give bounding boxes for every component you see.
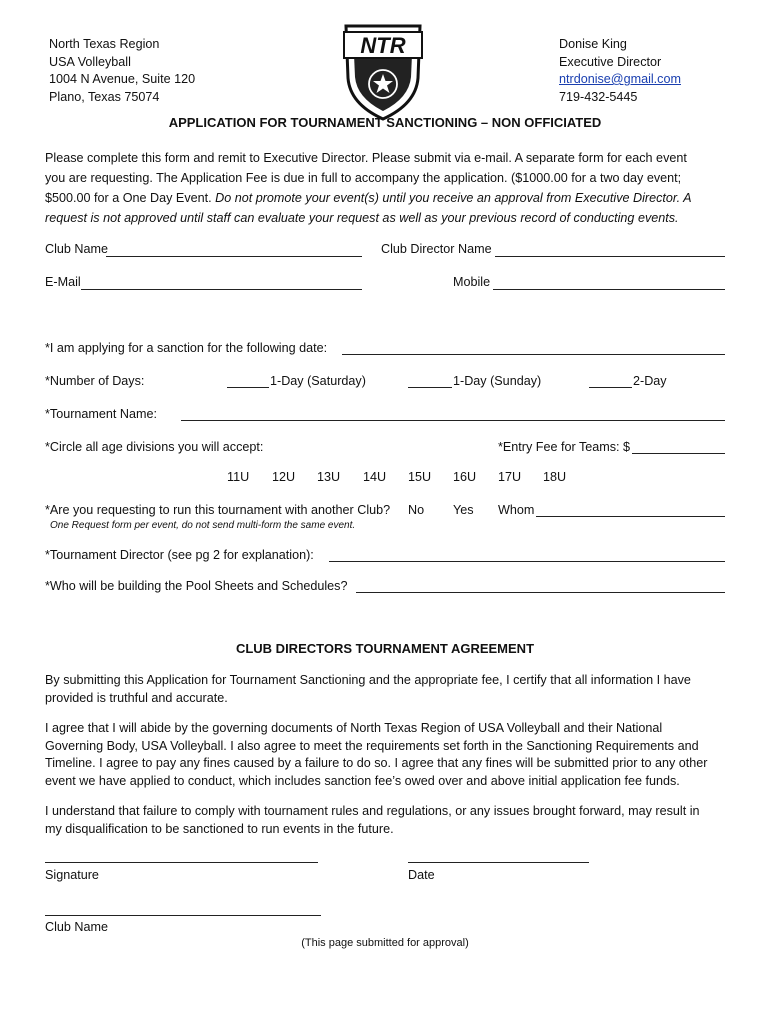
entry-fee-label: *Entry Fee for Teams: $ <box>498 440 631 454</box>
org-line: North Texas Region <box>49 37 160 51</box>
one-request-note: One Request form per event, do not send multi-form the same event. <box>50 520 356 531</box>
age-option-16u[interactable]: 16U <box>453 470 477 484</box>
whom-label: Whom <box>498 503 535 517</box>
intro-paragraph <box>45 148 692 228</box>
agreement-heading: CLUB DIRECTORS TOURNAMENT AGREEMENT <box>235 641 535 656</box>
footer-note: (This page submitted for approval) <box>301 937 469 949</box>
intro-line <box>45 188 692 208</box>
page-title: APPLICATION FOR TOURNAMENT SANCTIONING – NON OFFICIATED <box>168 115 602 130</box>
org-line: 1004 N Avenue, Suite 120 <box>49 72 196 86</box>
age-option-14u[interactable]: 14U <box>363 470 387 484</box>
intro-text: $500.00 for a One Day Event. <box>45 191 216 205</box>
age-divisions-label: *Circle all age divisions you will accept: <box>45 440 264 454</box>
club-name-field[interactable] <box>106 256 362 257</box>
agreement-line: event we have applied to conduct, which includes sanction fee’s owed over and above initial application fee funds. <box>45 773 680 788</box>
another-club-no-option[interactable]: No <box>408 503 425 517</box>
org-line: Plano, Texas 75074 <box>49 89 160 104</box>
org-address <box>49 36 195 106</box>
date-field[interactable] <box>342 354 725 355</box>
agreement-line: Governing Body, USA Volleyball. I also agree to meet the requirements set forth in the Sanctioning Requirements and <box>45 738 699 753</box>
intro-line: you are requesting. The Application Fee is due in full to accompany the application. ($1000.00 for a two day event; <box>45 171 682 185</box>
age-option-17u[interactable]: 17U <box>498 470 522 484</box>
age-option-11u[interactable]: 11U <box>227 470 250 484</box>
intro-line: Please complete this form and remit to Executive Director. Please submit via e-mail. A separate form for each event <box>45 151 687 165</box>
pool-sheets-label: *Who will be building the Pool Sheets and Schedules? <box>45 579 348 593</box>
club-director-field[interactable] <box>495 256 725 257</box>
contact-title: Executive Director <box>559 54 662 69</box>
agreement-line: By submitting this Application for Tournament Sanctioning and the appropriate fee, I certify that all information I have <box>45 673 691 687</box>
two-day-blank[interactable] <box>589 387 632 388</box>
contact-email-link[interactable]: ntrdonise@gmail.com <box>559 72 681 86</box>
tournament-name-label: *Tournament Name: <box>45 407 157 421</box>
signature-field[interactable] <box>45 862 318 863</box>
another-club-yes-option[interactable]: Yes <box>453 503 474 517</box>
another-club-label: *Are you requesting to run this tournament with another Club? <box>45 503 391 517</box>
mobile-label: Mobile <box>453 275 491 289</box>
agreement-line: my disqualification to be sanctioned to run events in the future. <box>45 821 394 836</box>
day-saturday-label: 1-Day (Saturday) <box>270 374 366 388</box>
age-option-15u[interactable]: 15U <box>408 470 432 484</box>
agreement-line: provided is truthful and accurate. <box>45 690 228 705</box>
agreement-line: Timeline. I agree to pay any fines caused by a failure to do so. I agree that any fines will be submitted prior to any other <box>45 756 708 770</box>
email-label: E-Mail <box>45 275 81 289</box>
agreement-line: I understand that failure to comply with tournament rules and regulations, or any issues brought forward, may result in <box>45 804 700 818</box>
tournament-name-field[interactable] <box>181 420 725 421</box>
club-director-label: Club Director Name <box>381 242 492 256</box>
entry-fee-field[interactable] <box>632 453 725 454</box>
pool-sheets-field[interactable] <box>356 592 725 593</box>
email-field[interactable] <box>81 289 362 290</box>
agreement-paragraph-1 <box>45 672 691 707</box>
ntr-logo <box>340 22 426 122</box>
tournament-director-label: *Tournament Director (see pg 2 for explanation): <box>45 548 314 562</box>
signature-club-name-label: Club Name <box>45 920 108 934</box>
agreement-paragraph-2 <box>45 720 707 790</box>
signature-label: Signature <box>45 868 99 882</box>
two-day-label: 2-Day <box>633 374 667 388</box>
age-option-13u[interactable]: 13U <box>317 470 341 484</box>
contact-name: Donise King <box>559 37 627 51</box>
day-sunday-blank[interactable] <box>408 387 452 388</box>
agreement-line: I agree that I will abide by the governing documents of North Texas Region of USA Volleyball and their National <box>45 721 663 735</box>
agreement-paragraph-3 <box>45 803 700 838</box>
age-option-18u[interactable]: 18U <box>543 470 567 484</box>
tournament-director-field[interactable] <box>329 561 725 562</box>
whom-field[interactable] <box>536 516 725 517</box>
num-days-label: *Number of Days: <box>45 374 145 388</box>
day-sunday-label: 1-Day (Sunday) <box>453 374 542 388</box>
contact-phone: 719-432-5445 <box>559 89 638 104</box>
signature-date-field[interactable] <box>408 862 589 863</box>
mobile-field[interactable] <box>493 289 725 290</box>
signature-club-name-field[interactable] <box>45 915 321 916</box>
intro-warning: request is not approved until staff can evaluate your request as well as your previous record of conducting events. <box>45 211 679 225</box>
day-saturday-blank[interactable] <box>227 387 269 388</box>
contact-block <box>559 36 681 106</box>
signature-date-label: Date <box>408 868 435 882</box>
org-line: USA Volleyball <box>49 54 131 69</box>
intro-warning: Do not promote your event(s) until you receive an approval from Executive Director. A <box>215 191 692 205</box>
club-name-label: Club Name <box>45 242 108 256</box>
date-label: *I am applying for a sanction for the following date: <box>45 341 328 355</box>
age-option-12u[interactable]: 12U <box>272 470 296 484</box>
logo-text: NTR <box>360 33 406 58</box>
